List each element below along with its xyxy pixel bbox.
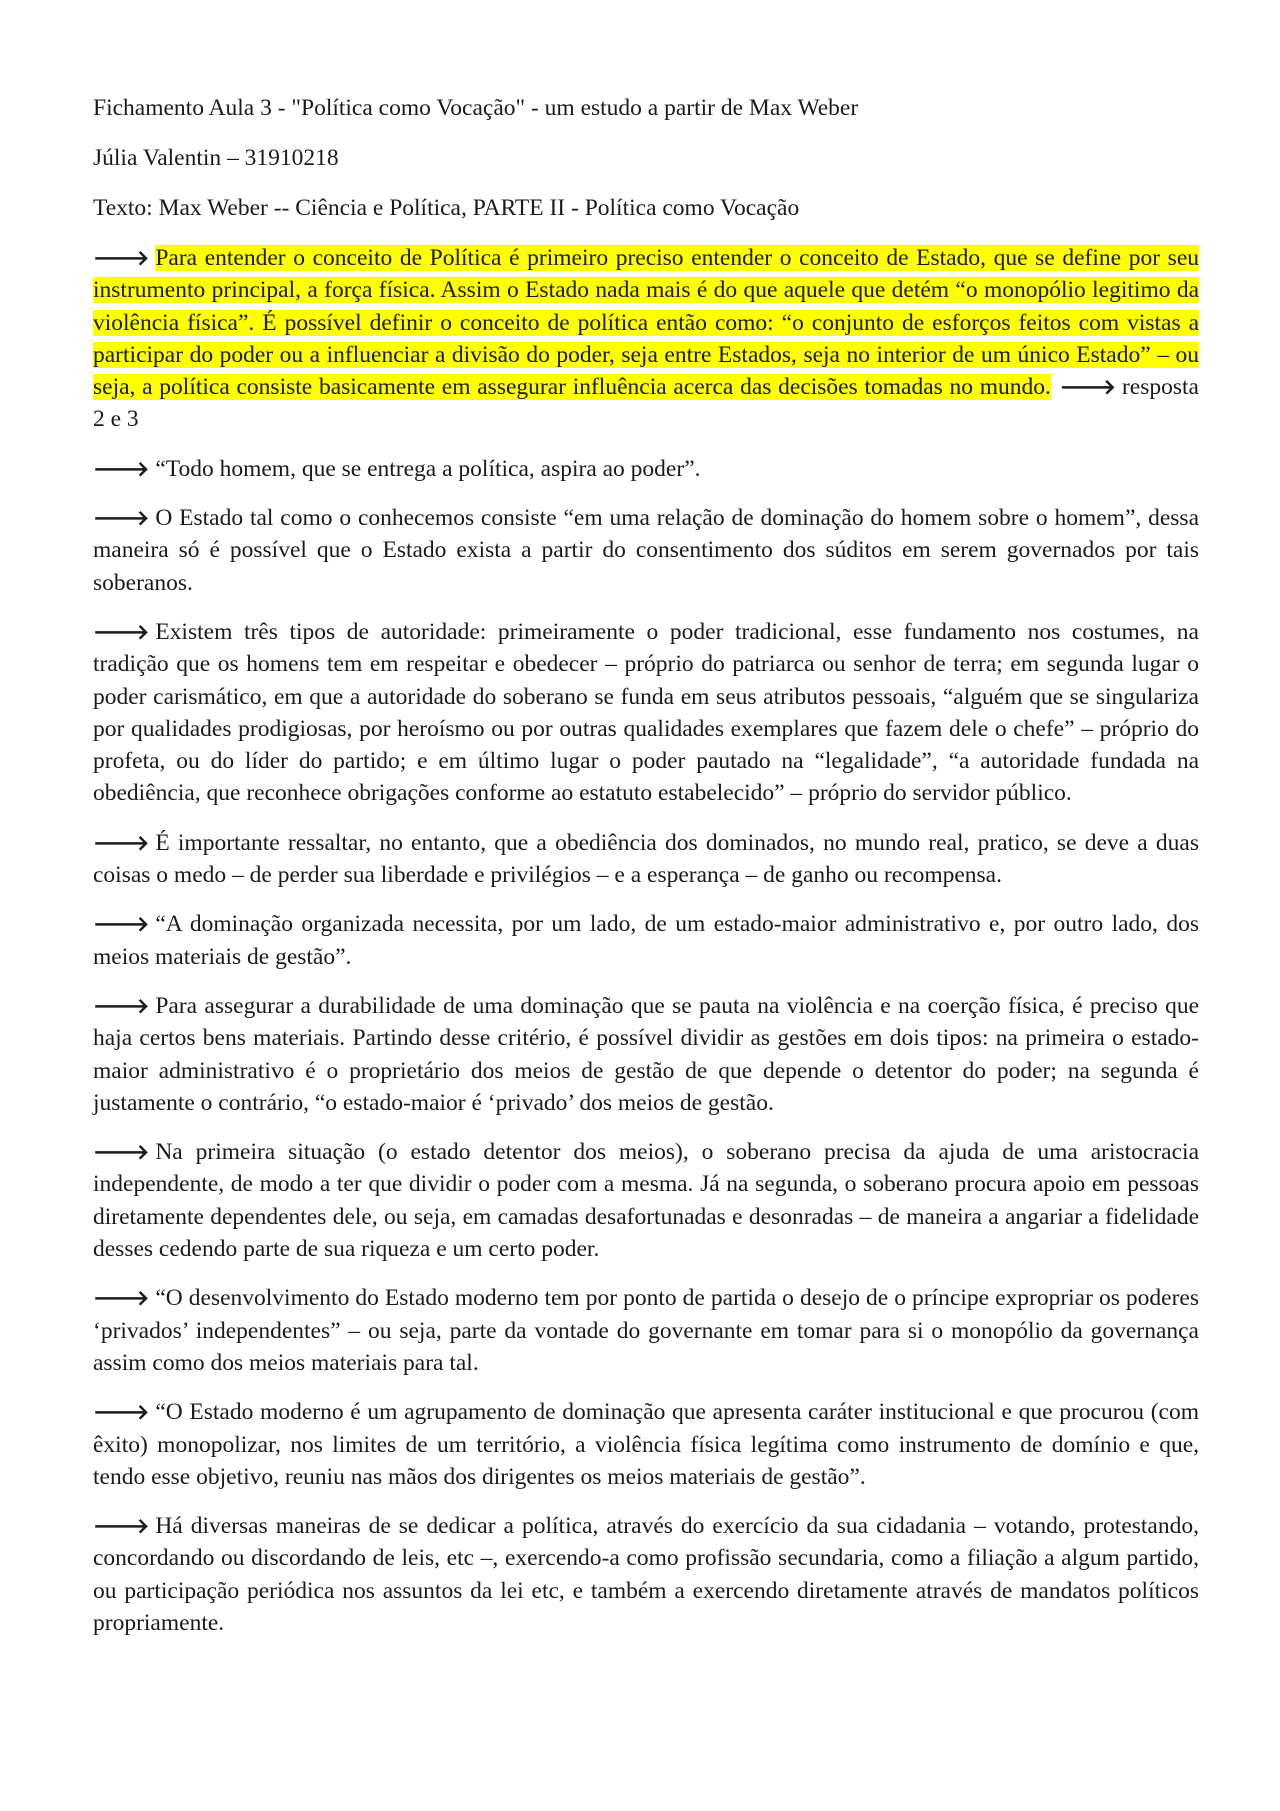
arrow-icon: 🡒 [93, 456, 150, 481]
paragraph-text: Na primeira situação (o estado detentor dos meios), o soberano precisa da ajuda de uma aristocracia independente, de modo a ter que dividir o poder com a mesma. Já na segunda, o soberano procura apoio em pessoas diretamente dependentes dele, ou seja, em camadas desafortunadas e desonradas – de maneira a angariar a fidelidade desses cedendo parte de sua riqueza e um certo poder. [93, 1139, 1199, 1263]
paragraph-text: “O desenvolvimento do Estado moderno tem por ponto de partida o desejo de o príncipe expropriar os poderes ‘privados’ independentes” – ou seja, parte da vontade do governante em tomar para si o monopólio da governança assim como dos meios materiais para tal. [93, 1285, 1199, 1376]
arrow-icon: 🡒 [93, 1286, 150, 1311]
paragraph-text: “Todo homem, que se entrega a política, aspira ao poder”. [155, 455, 701, 482]
paragraph-10 [93, 1396, 1199, 1493]
paragraph-5 [93, 827, 1199, 892]
arrow-icon: 🡒 [93, 506, 150, 531]
document-page [93, 92, 1199, 1656]
arrow-icon: 🡒 [93, 246, 150, 270]
author-line: Júlia Valentin – 31910218 [93, 145, 339, 171]
paragraph-text: Há diversas maneiras de se dedicar a política, através do exercício da sua cidadania – votando, protestando, concordando ou discordando de leis, etc –, exercendo-a como profissão secundaria, como a filiação a algum partido, ou participação periódica nos assuntos da lei etc, e também a exercendo diretamente através de mandatos políticos propriamente. [93, 1513, 1199, 1636]
answer-reference: resposta 2 e 3 [93, 374, 1199, 433]
paragraph-text: Para assegurar a durabilidade de uma dominação que se pauta na violência e na coerção física, é preciso que haja certos bens materiais. Partindo desse critério, é possível dividir as gestões em dois tipos: na primeira o estado-maior administrativo é o proprietário dos meios de gestão de que depende o detentor do poder; na segunda é justamente o contrário, “o estado-maior é ‘privado’ dos meios de gestão. [93, 992, 1199, 1116]
paragraph-6 [93, 908, 1199, 973]
document-title: Fichamento Aula 3 - "Política como Vocação" - um estudo a partir de Max Weber [93, 95, 859, 121]
arrow-icon: 🡒 [1059, 375, 1116, 400]
paragraph-text: “A dominação organizada necessita, por um lado, de um estado-maior administrativo e, por outro lado, dos meios materiais de gestão”. [93, 911, 1199, 970]
arrow-icon: 🡒 [93, 912, 150, 937]
arrow-icon: 🡒 [93, 830, 150, 855]
paragraph-4 [93, 616, 1199, 810]
paragraph-1 [93, 242, 1199, 436]
paragraph-text: É importante ressaltar, no entanto, que a obediência dos dominados, no mundo real, pratico, se deve a duas coisas o medo – de perder sua liberdade e privilégios – e a esperança – de ganho ou recompensa. [93, 829, 1199, 889]
highlighted-text: Para entender o conceito de Política é primeiro preciso entender o conceito de Estado, que se define por seu instrumento principal, a força física. Assim o Estado nada mais é do que aquele que detém “o monopólio legitimo da violência física”. É possível definir o conceito de política então como: “o conjunto de esforços feitos com vistas a participar do poder ou a influenciar a divisão do poder, seja entre Estados, seja no interior de um único Estado” – ou seja, a política consiste basicamente em assegurar influência acerca das decisões tomadas no mundo. [93, 245, 1199, 401]
paragraph-3 [93, 502, 1199, 599]
source-reference: Texto: Max Weber -- Ciência e Política, PARTE II - Política como Vocação [93, 195, 800, 221]
arrow-icon: 🡒 [93, 1140, 150, 1165]
paragraph-11 [93, 1510, 1199, 1639]
paragraph-text: O Estado tal como o conhecemos consiste “em uma relação de dominação do homem sobre o homem”, dessa maneira só é possível que o Estado exista a partir do consentimento dos súditos em serem governados por tais soberanos. [93, 505, 1199, 596]
arrow-icon: 🡒 [93, 619, 150, 644]
paragraph-9 [93, 1282, 1199, 1379]
paragraph-7 [93, 990, 1199, 1119]
arrow-icon: 🡒 [93, 993, 150, 1018]
arrow-icon: 🡒 [93, 1514, 150, 1539]
arrow-icon: 🡒 [93, 1400, 150, 1425]
paragraph-2 [93, 453, 1199, 485]
paragraph-8 [93, 1136, 1199, 1265]
paragraph-text: “O Estado moderno é um agrupamento de dominação que apresenta caráter institucional e que procurou (com êxito) monopolizar, nos limites de um território, a violência física legítima como instrumento de domínio e que, tendo esse objetivo, reuniu nas mãos dos dirigentes os meios materiais de gestão”. [93, 1399, 1199, 1490]
paragraph-text: Existem três tipos de autoridade: primeiramente o poder tradicional, esse fundamento nos costumes, na tradição que os homens tem em respeitar e obedecer – próprio do patriarca ou senhor de terra; em segunda lugar o poder carismático, em que a autoridade do soberano se funda em seus atributos pessoais, “alguém que se singulariza por qualidades prodigiosas, por heroísmo ou por outras qualidades exemplares que fazem dele o chefe” – próprio do profeta, ou do líder do partido; e em último lugar o poder pautado na “legalidade”, “a autoridade fundada na obediência, que reconhece obrigações conforme ao estatuto estabelecido” – próprio do servidor público. [93, 618, 1199, 807]
